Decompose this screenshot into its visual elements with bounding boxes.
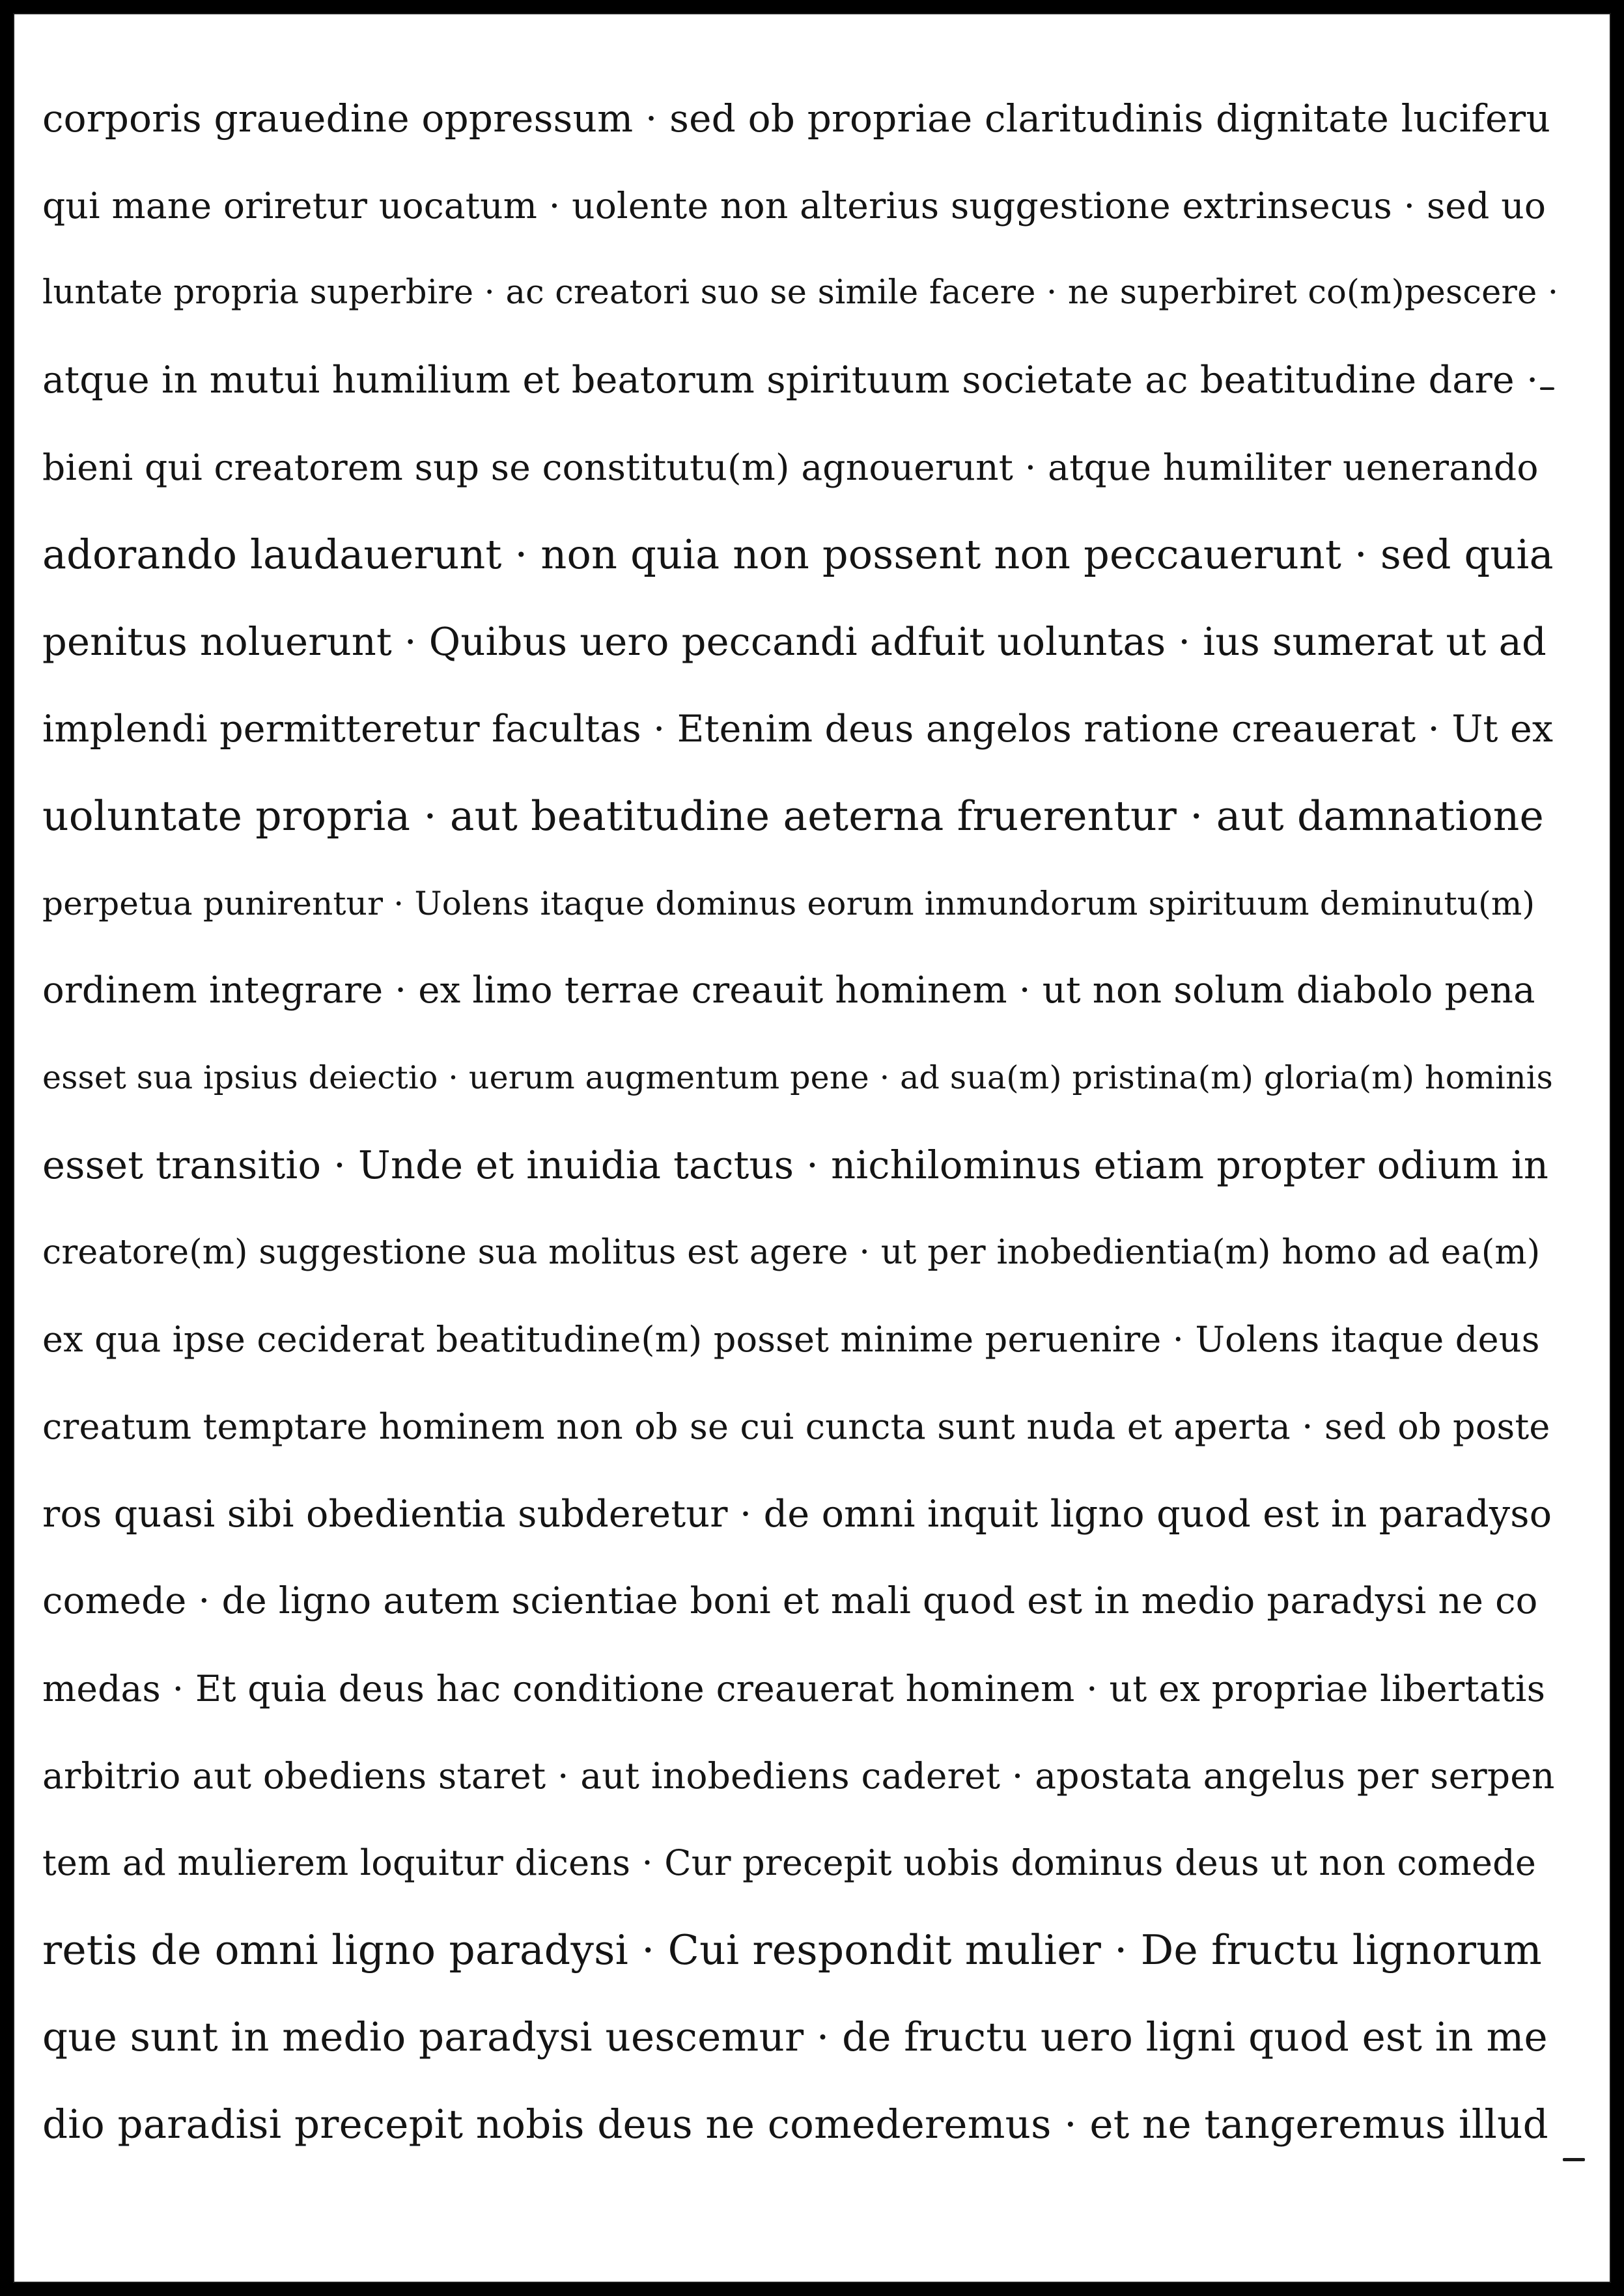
manuscript-line: esset sua ipsius deiectio · uerum augmentum pene · ad sua(m) pristina(m) gloria(m) hominis	[42, 1059, 1553, 1096]
manuscript-line: esset transitio · Unde et inuidia tactus · nichilominus etiam propter odium in	[42, 1142, 1549, 1187]
manuscript-line: tem ad mulierem loquitur dicens · Cur precepit uobis dominus deus ut non comede	[42, 1842, 1537, 1883]
manuscript-text-block	[42, 75, 1560, 2168]
manuscript-line: ordinem integrare · ex limo terrae creauit hominem · ut non solum diabolo pena	[42, 969, 1535, 1012]
manuscript-line: qui mane oriretur uocatum · uolente non alterius suggestione extrinsecus · sed uo	[42, 185, 1547, 227]
manuscript-line: ex qua ipse ceciderat beatitudine(m) posset minime peruenire · Uolens itaque deus	[42, 1319, 1540, 1360]
manuscript-line: uoluntate propria · aut beatitudine aeterna fruerentur · aut damnatione	[42, 792, 1545, 840]
manuscript-line: retis de omni ligno paradysi · Cui respondit mulier · De fructu lignorum	[42, 1926, 1542, 1974]
margin-stroke	[1540, 387, 1554, 390]
manuscript-line: bieni qui creatorem sup se constitutu(m) agnouerunt · atque humiliter uenerando	[42, 447, 1539, 488]
manuscript-line: penitus noluerunt · Quibus uero peccandi adfuit uoluntas · ius sumerat ut ad	[42, 619, 1547, 664]
manuscript-line: atque in mutui humilium et beatorum spirituum societate ac beatitudine dare ·	[42, 359, 1539, 402]
manuscript-line: creatum temptare hominem non ob se cui cuncta sunt nuda et aperta · sed ob poste	[42, 1406, 1550, 1447]
manuscript-line: perpetua punirentur · Uolens itaque dominus eorum inmundorum spirituum deminutu(m)	[42, 885, 1535, 922]
manuscript-line: arbitrio aut obediens staret · aut inobediens caderet · apostata angelus per serpen	[42, 1755, 1555, 1797]
manuscript-line: que sunt in medio paradysi uescemur · de fructu uero ligni quod est in me	[42, 2014, 1548, 2060]
manuscript-line: implendi permitteretur facultas · Etenim deus angelos ratione creauerat · Ut ex	[42, 708, 1554, 751]
manuscript-page	[13, 13, 1611, 2283]
margin-stroke	[1563, 2158, 1585, 2161]
manuscript-line: dio paradisi precepit nobis deus ne comederemus · et ne tangeremus illud	[42, 2101, 1548, 2148]
manuscript-line: creatore(m) suggestione sua molitus est agere · ut per inobedientia(m) homo ad ea(m)	[42, 1233, 1541, 1272]
manuscript-line: luntate propria superbire · ac creatori suo se simile facere · ne superbiret co(m)pescere ·	[42, 273, 1559, 312]
manuscript-line: ros quasi sibi obedientia subderetur · de omni inquit ligno quod est in paradyso	[42, 1493, 1552, 1536]
manuscript-line: adorando laudauerunt · non quia non possent non peccauerunt · sed quia	[42, 531, 1554, 578]
manuscript-line: medas · Et quia deus hac conditione creauerat hominem · ut ex propriae libertatis	[42, 1668, 1546, 1709]
manuscript-line: comede · de ligno autem scientiae boni et mali quod est in medio paradysi ne co	[42, 1580, 1538, 1622]
manuscript-line: corporis grauedine oppressum · sed ob propriae claritudinis dignitate luciferu	[42, 96, 1551, 141]
